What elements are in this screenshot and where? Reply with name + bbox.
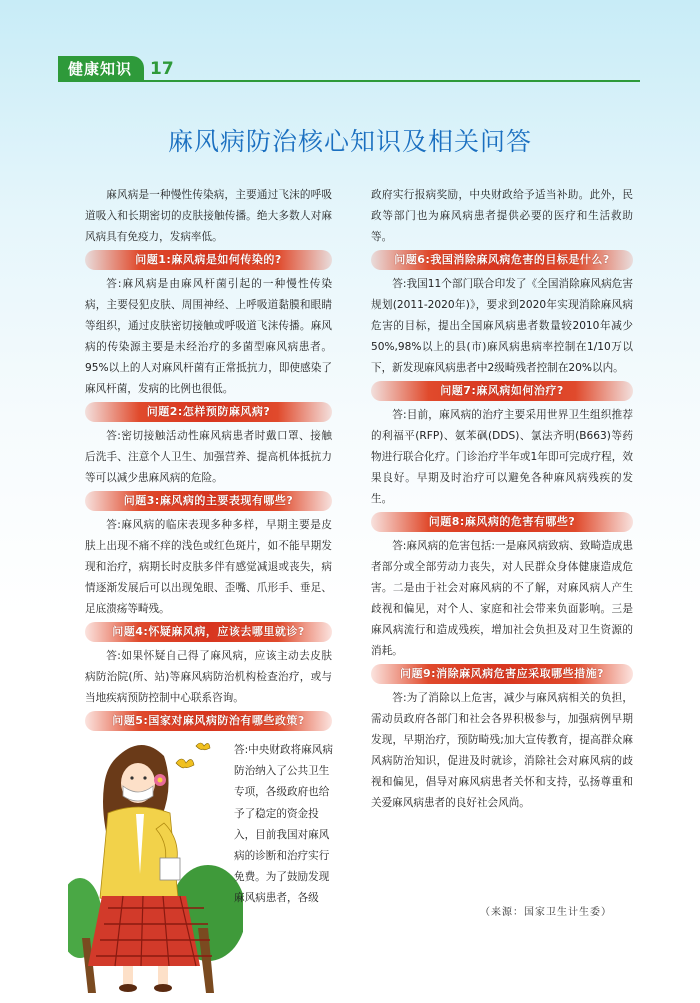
question-5-banner: 问题5:国家对麻风病防治有哪些政策?: [85, 711, 332, 731]
answer-7: 答:目前，麻风病的治疗主要采用世界卫生组织推荐的利福平(RFP)、氨苯砜(DDS)、氯法齐明(B663)等药物进行联合化疗。门诊治疗半年或1年即可完成疗程，效果良好。早期及时治疗可以避免各种麻风病残疾的发生。: [371, 409, 633, 505]
section-header: [58, 57, 174, 81]
intro-paragraph: 麻风病是一种慢性传染病，主要通过飞沫的呼吸道吸入和长期密切的皮肤接触传播。绝大多数人对麻风病具有免疫力，发病率低。: [85, 189, 332, 243]
answer-4: 答:如果怀疑自己得了麻风病，应该主动去皮肤病防治院(所、站)等麻风病防治机构检查治疗，或与当地疾病预防控制中心联系咨询。: [85, 650, 332, 704]
question-6-banner: 问题6:我国消除麻风病危害的目标是什么?: [371, 250, 633, 270]
answer-9: 答:为了消除以上危害，减少与麻风病相关的负担，需动员政府各部门和社会各界积极参与，加强病例早期发现，早期治疗，预防畸残;加大宣传教育，提高群众麻风病防治知识，促进及时就诊，消除社会对麻风病的歧视和偏见，倡导对麻风病患者关怀和支持，弘扬尊重和关爱麻风病患者的良好社会风尚。: [371, 692, 633, 809]
question-3-banner: 问题3:麻风病的主要表现有哪些?: [85, 491, 332, 511]
answer-6: 答:我国11个部门联合印发了《全国消除麻风病危害规划(2011-2020年)》，要求到2020年实现消除麻风病危害的目标，提出全国麻风病患者数量较2010年减少50%,98%以上的县(市)麻风病患病率控制在1/10万以下，新发现麻风病患者中2级畸残者控制在20%以内。: [371, 278, 633, 374]
question-7-banner: 问题7:麻风病如何治疗?: [371, 381, 633, 401]
article-title: 麻风病防治核心知识及相关问答: [167, 127, 532, 156]
header-divider: [58, 80, 640, 82]
answer-2: 答:密切接触活动性麻风病患者时戴口罩、接触后洗手、注意个人卫生、加强营养、提高机体抵抗力等可以减少患麻风病的危险。: [85, 430, 332, 484]
answer-5-continued: 政府实行报病奖励，中央财政给予适当补助。此外，民政等部门也为麻风病患者提供必要的医疗和生活救助等。: [371, 189, 633, 243]
answer-5: 答:中央财政将麻风病防治纳入了公共卫生专项，各级政府也给予了稳定的资金投入，目前我国对麻风病的诊断和治疗实行免费。为了鼓励发现麻风病患者，各级: [234, 744, 333, 905]
question-2-banner: 问题2:怎样预防麻风病?: [85, 402, 332, 422]
right-column: [371, 185, 633, 814]
question-8-banner: 问题8:麻风病的危害有哪些?: [371, 512, 633, 532]
answer-8: 答:麻风病的危害包括:一是麻风病致病、致畸造成患者部分或全部劳动力丧失，对人民群众身体健康造成危害。二是由于社会对麻风病的不了解，对麻风病人产生歧视和偏见，对个人、家庭和社会带来负面影响。三是麻风病流行和造成残疾，增加社会负担及对卫生资源的消耗。: [371, 540, 633, 657]
answer-1: 答:麻风病是由麻风杆菌引起的一种慢性传染病，主要侵犯皮肤、周围神经、上呼吸道黏膜和眼睛等组织，通过皮肤密切接触或呼吸道飞沫传播。麻风病的传染源主要是未经治疗的多菌型麻风病患者。95%以上的人对麻风杆菌有正常抵抗力，即使感染了麻风杆菌，发病的比例也很低。: [85, 278, 332, 395]
question-9-banner: 问题9:消除麻风病危害应采取哪些措施?: [371, 664, 633, 684]
section-label: 健康知识: [58, 56, 144, 82]
question-1-banner: 问题1:麻风病是如何传染的?: [85, 250, 332, 270]
question-4-banner: 问题4:怀疑麻风病，应该去哪里就诊?: [85, 622, 332, 642]
source-credit: （来源：国家卫生计生委）: [480, 907, 612, 918]
answer-3: 答:麻风病的临床表现多种多样，早期主要是皮肤上出现不痛不痒的浅色或红色斑片，如不能早期发现和治疗，病期长时皮肤多伴有感觉减退或丧失，病情逐渐发展后可以出现兔眼、歪嘴、爪形手、垂足、足底溃疡等畸残。: [85, 519, 332, 615]
page-number: 17: [150, 59, 174, 79]
woman-with-mask-illustration: [68, 738, 243, 993]
left-column: [85, 185, 332, 735]
